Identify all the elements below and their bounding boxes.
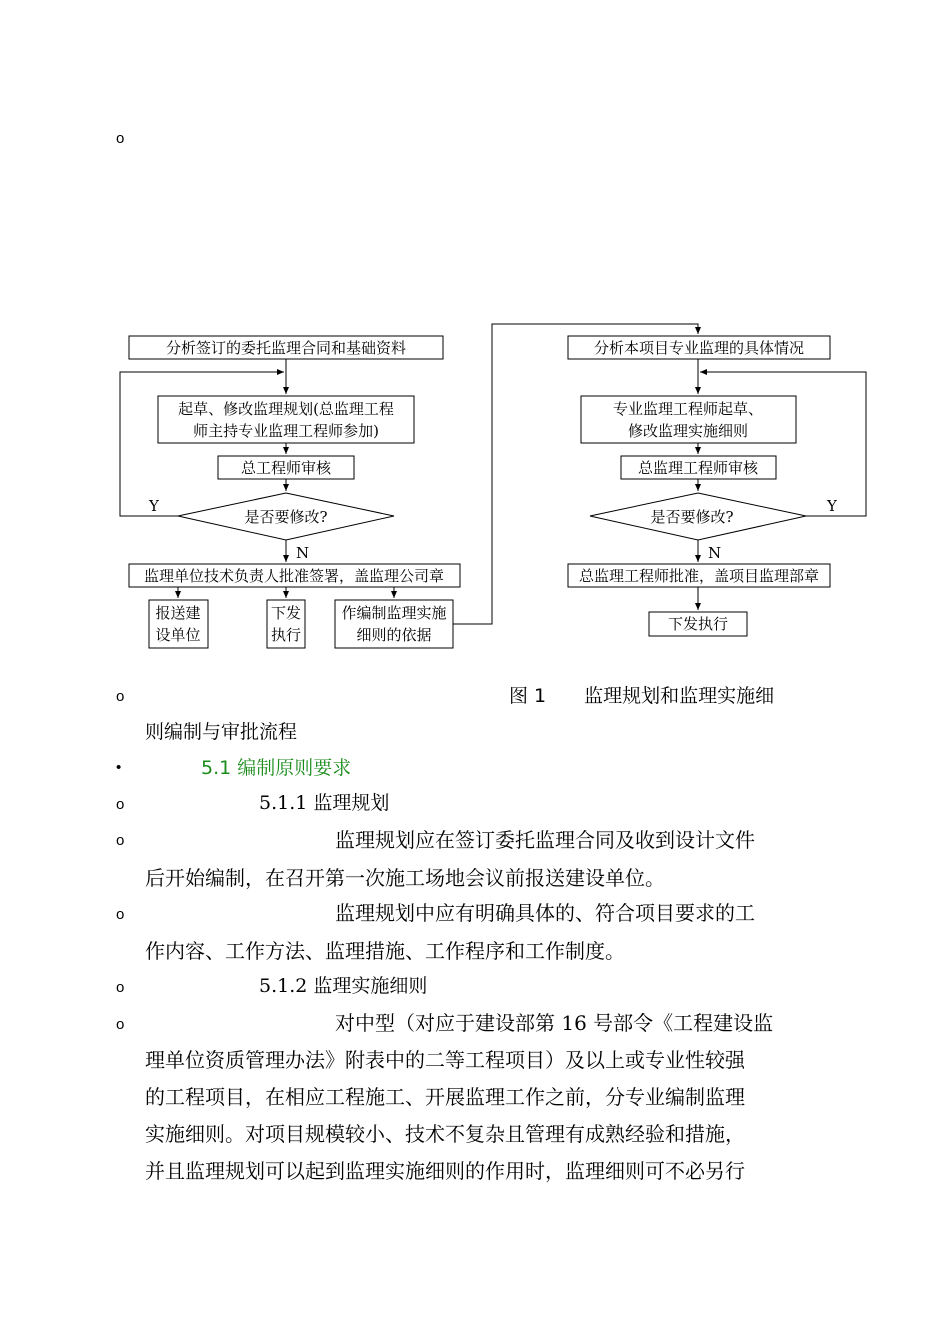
right-no-label: N	[708, 544, 722, 562]
left-box-draft-text-2: 师主持专业监理工程师参加)	[193, 422, 379, 440]
list-marker: o	[116, 906, 125, 923]
list-marker: o	[116, 130, 125, 147]
right-box-analyze-text: 分析本项目专业监理的具体情况	[593, 339, 805, 357]
list-marker: o	[116, 979, 125, 996]
left-box-approve-text: 监理单位技术负责人批准签署，盖监理公司章	[143, 567, 445, 585]
right-decision-text: 是否要修改?	[650, 508, 734, 526]
left-no-label: N	[296, 544, 310, 562]
paragraph-line: 实施细则。对项目规模较小、技术不复杂且管理有成熟经验和措施，	[145, 1122, 745, 1146]
paragraph-line: 并且监理规划可以起到监理实施细则的作用时，监理细则可不必另行	[145, 1159, 745, 1183]
left-decision-text: 是否要修改?	[244, 508, 328, 526]
list-marker: o	[116, 832, 125, 849]
right-yes-label: Y	[827, 497, 837, 515]
left-out-basis-text-2: 细则的依据	[356, 626, 432, 644]
paragraph-line: 对中型（对应于建设部第 16 号部令《工程建设监	[335, 1011, 774, 1035]
left-out-issue-text-2: 执行	[270, 626, 302, 644]
paragraph-line: 监理规划中应有明确具体的、符合项目要求的工	[335, 901, 755, 925]
paragraph-line: 后开始编制，在召开第一次施工场地会议前报送建设单位。	[145, 866, 665, 890]
paragraph-line: 作内容、工作方法、监理措施、工作程序和工作制度。	[145, 939, 625, 963]
right-box-draft-text-1: 专业监理工程师起草、	[612, 400, 764, 418]
subsection-title-1: 5.1.1 监理规划	[259, 792, 390, 814]
right-box-chief-review-text: 总监理工程师审核	[637, 459, 759, 477]
figure-caption-line1: 图 1 监理规划和监理实施细	[509, 685, 775, 707]
left-box-draft-text-1: 起草、修改监理规划(总监理工程	[178, 400, 394, 418]
list-marker: o	[116, 796, 125, 813]
left-out-submit-text-1: 报送建	[155, 604, 201, 622]
figure-caption-line2: 则编制与审批流程	[145, 721, 298, 743]
paragraph-line: 监理规划应在签订委托监理合同及收到设计文件	[335, 828, 755, 852]
right-box-approve-text: 总监理工程师批准，盖项目监理部章	[578, 567, 820, 585]
left-out-issue-text-1: 下发	[270, 604, 302, 622]
paragraph-line: 理单位资质管理办法》附表中的二等工程项目）及以上或专业性较强	[145, 1048, 745, 1072]
list-marker: •	[116, 759, 122, 776]
left-yes-label: Y	[149, 497, 159, 515]
left-box-analyze-text: 分析签订的委托监理合同和基础资料	[165, 339, 407, 357]
left-box-chief-review-text: 总工程师审核	[240, 459, 332, 477]
list-marker: o	[116, 688, 125, 705]
paragraph-line: 的工程项目，在相应工程施工、开展监理工作之前，分专业编制监理	[145, 1085, 745, 1109]
list-marker: o	[116, 1016, 125, 1033]
subsection-title-2: 5.1.2 监理实施细则	[259, 975, 428, 997]
left-out-basis-text-1: 作编制监理实施	[341, 604, 447, 622]
right-box-issue-text: 下发执行	[667, 615, 729, 633]
right-box-draft-text-2: 修改监理实施细则	[627, 422, 749, 440]
section-heading: 5.1 编制原则要求	[201, 757, 352, 779]
left-out-submit-text-2: 设单位	[155, 626, 201, 644]
